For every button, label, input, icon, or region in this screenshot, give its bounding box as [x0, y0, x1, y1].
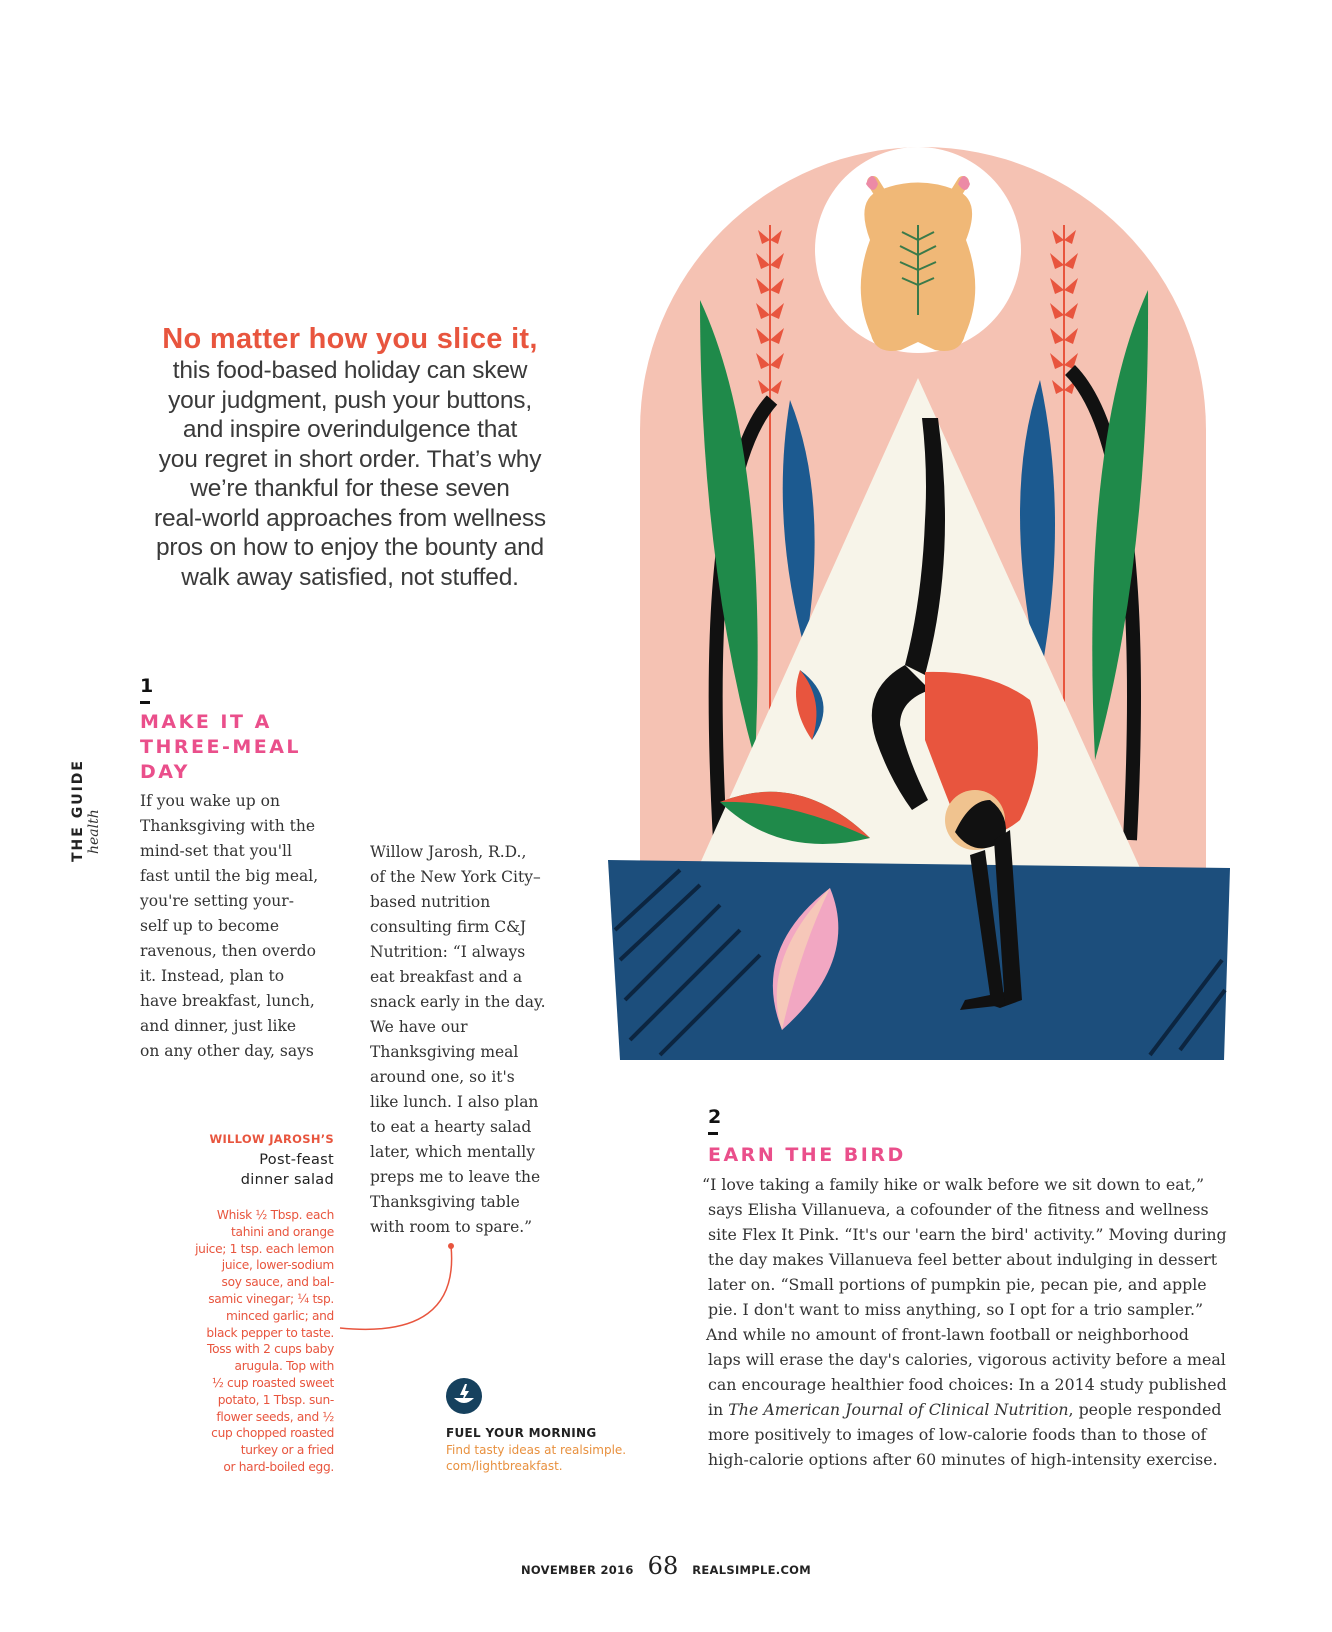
section-2-number: 2 — [708, 1106, 722, 1128]
recipe-title — [170, 1150, 334, 1190]
body-line: says Elisha Villanueva, a cofounder of the fitness and wellness — [708, 1200, 1209, 1219]
recipe-header — [170, 1132, 334, 1190]
promo-line[interactable]: com/lightbreakfast. — [446, 1459, 563, 1473]
body-line: like lunch. I also plan — [370, 1093, 539, 1111]
body-line: have breakfast, lunch, — [140, 992, 315, 1010]
recipe-line: black pepper to taste. — [206, 1325, 334, 1340]
body-line: snack early in the day. — [370, 993, 546, 1011]
body-line: Thanksgiving meal — [370, 1043, 519, 1061]
recipe-kicker: WILLOW JAROSH’S — [209, 1132, 334, 1146]
recipe-line: tahini and orange — [231, 1224, 334, 1239]
intro-line: you regret in short order. That’s why — [158, 445, 542, 473]
body-line: site Flex It Pink. “It's our 'earn the bird' activity.” Moving during — [708, 1225, 1227, 1244]
journal-title: The American Journal of Clinical Nutrition — [728, 1400, 1069, 1419]
body-line: self up to become — [140, 917, 280, 935]
body-line: you're setting your- — [140, 892, 294, 910]
recipe-line: ½ cup roasted sweet — [211, 1375, 334, 1390]
body-line: more positively to images of low-calorie foods than to those of — [708, 1425, 1207, 1444]
body-line: consulting firm C&J — [370, 918, 527, 936]
body-line: with room to spare.” — [370, 1218, 533, 1236]
body-line: high-calorie options after 60 minutes of high-intensity exercise. — [708, 1450, 1218, 1469]
section-1-number: 1 — [140, 675, 154, 697]
body-line: Thanksgiving with the — [140, 817, 316, 835]
recipe-line: turkey or a fried — [240, 1443, 334, 1458]
body-line: ravenous, then overdo — [140, 942, 316, 960]
body-line: preps me to leave the — [370, 1168, 541, 1186]
body-line: Willow Jarosh, R.D., — [370, 843, 527, 861]
recipe-title-line: Post-feast — [259, 1152, 334, 1168]
intro-line: this food-based holiday can skew — [172, 357, 528, 384]
body-line: it. Instead, plan to — [140, 967, 285, 985]
body-line — [702, 1397, 1242, 1422]
body-line: Thanksgiving table — [370, 1193, 520, 1211]
body-line: later on. “Small portions of pumpkin pie, pecan pie, and apple — [708, 1275, 1207, 1294]
body-line: And while no amount of front-lawn football or neighborhood — [706, 1325, 1189, 1344]
body-line: and dinner, just like — [140, 1017, 297, 1035]
recipe-line: cup chopped roasted — [211, 1426, 334, 1441]
recipe-line: Whisk ½ Tbsp. each — [216, 1208, 334, 1222]
promo-body[interactable] — [446, 1442, 666, 1474]
intro-line: pros on how to enjoy the bounty and — [155, 534, 544, 561]
section-1-title-line: DAY — [140, 761, 190, 783]
section-2-dash — [708, 1132, 718, 1135]
intro-line: we’re thankful for these seven — [190, 475, 510, 502]
recipe-line: flower seeds, and ½ — [216, 1409, 334, 1424]
body-line: We have our — [370, 1018, 468, 1036]
footer-date: NOVEMBER 2016 — [520, 1563, 634, 1577]
recipe-line: arugula. Top with — [234, 1359, 334, 1374]
intro-line: your judgment, push your buttons, — [168, 386, 532, 414]
body-line: later, which mentally — [370, 1143, 535, 1161]
recipe-line: potato, 1 Tbsp. sun- — [217, 1392, 334, 1407]
body-line: to eat a hearty salad — [370, 1118, 532, 1136]
intro-line: walk away satisfied, not stuffed. — [181, 563, 519, 591]
section-1-title-line: MAKE IT A — [140, 711, 272, 733]
body-line: “I love taking a family hike or walk before we sit down to eat,” — [702, 1175, 1205, 1194]
recipe-body — [176, 1207, 334, 1476]
page-number: 68 — [647, 1552, 679, 1580]
recipe-title-line: dinner salad — [240, 1172, 334, 1188]
body-line: If you wake up on — [140, 792, 280, 810]
intro-line: and inspire overindulgence that — [182, 416, 518, 443]
body-line: fast until the big meal, — [140, 867, 319, 885]
recipe-line: juice, lower-sodium — [221, 1258, 334, 1273]
sidebar-section: THE GUIDE — [70, 759, 86, 862]
recipe-line: juice; 1 tsp. each lemon — [195, 1241, 334, 1256]
page-footer — [0, 1552, 1332, 1580]
body-text: , people responded — [1068, 1400, 1222, 1419]
section-2-body — [702, 1172, 1242, 1472]
body-line: pie. I don't want to miss anything, so I opt for a trio sampler.” — [708, 1300, 1204, 1319]
recipe-line: soy sauce, and bal- — [221, 1275, 334, 1290]
body-line: around one, so it's — [370, 1068, 515, 1086]
body-line: can encourage healthier food choices: In a 2014 study published — [708, 1375, 1227, 1394]
intro-line: real-world approaches from wellness — [154, 504, 546, 532]
section-1-title-line: THREE-MEAL — [140, 736, 302, 758]
recipe-line: samic vinegar; ¼ tsp. — [208, 1291, 334, 1306]
intro-lead: No matter how you slice it, — [162, 323, 538, 355]
promo-title: FUEL YOUR MORNING — [446, 1426, 597, 1440]
body-line: of the New York City– — [370, 868, 541, 886]
lightning-bowl-icon — [446, 1378, 482, 1414]
body-line: on any other day, says — [140, 1042, 314, 1060]
recipe-line: or hard-boiled egg. — [223, 1459, 334, 1474]
promo-line[interactable]: Find tasty ideas at realsimple. — [446, 1443, 627, 1457]
body-line: based nutrition — [370, 893, 491, 911]
body-line: Nutrition: “I always — [370, 943, 526, 961]
recipe-line: minced garlic; and — [226, 1308, 334, 1323]
body-line: mind-set that you'll — [140, 842, 292, 860]
body-line: laps will erase the day's calories, vigorous activity before a meal — [708, 1350, 1226, 1369]
body-text: in — [708, 1400, 729, 1419]
body-line: eat breakfast and a — [370, 968, 523, 986]
sidebar-category: health — [86, 809, 102, 854]
body-line: the day makes Villanueva feel better about indulging in dessert — [708, 1250, 1218, 1269]
footer-site[interactable]: REALSIMPLE.COM — [692, 1563, 812, 1577]
recipe-line: Toss with 2 cups baby — [207, 1342, 334, 1357]
section-2-title: EARN THE BIRD — [708, 1144, 906, 1166]
